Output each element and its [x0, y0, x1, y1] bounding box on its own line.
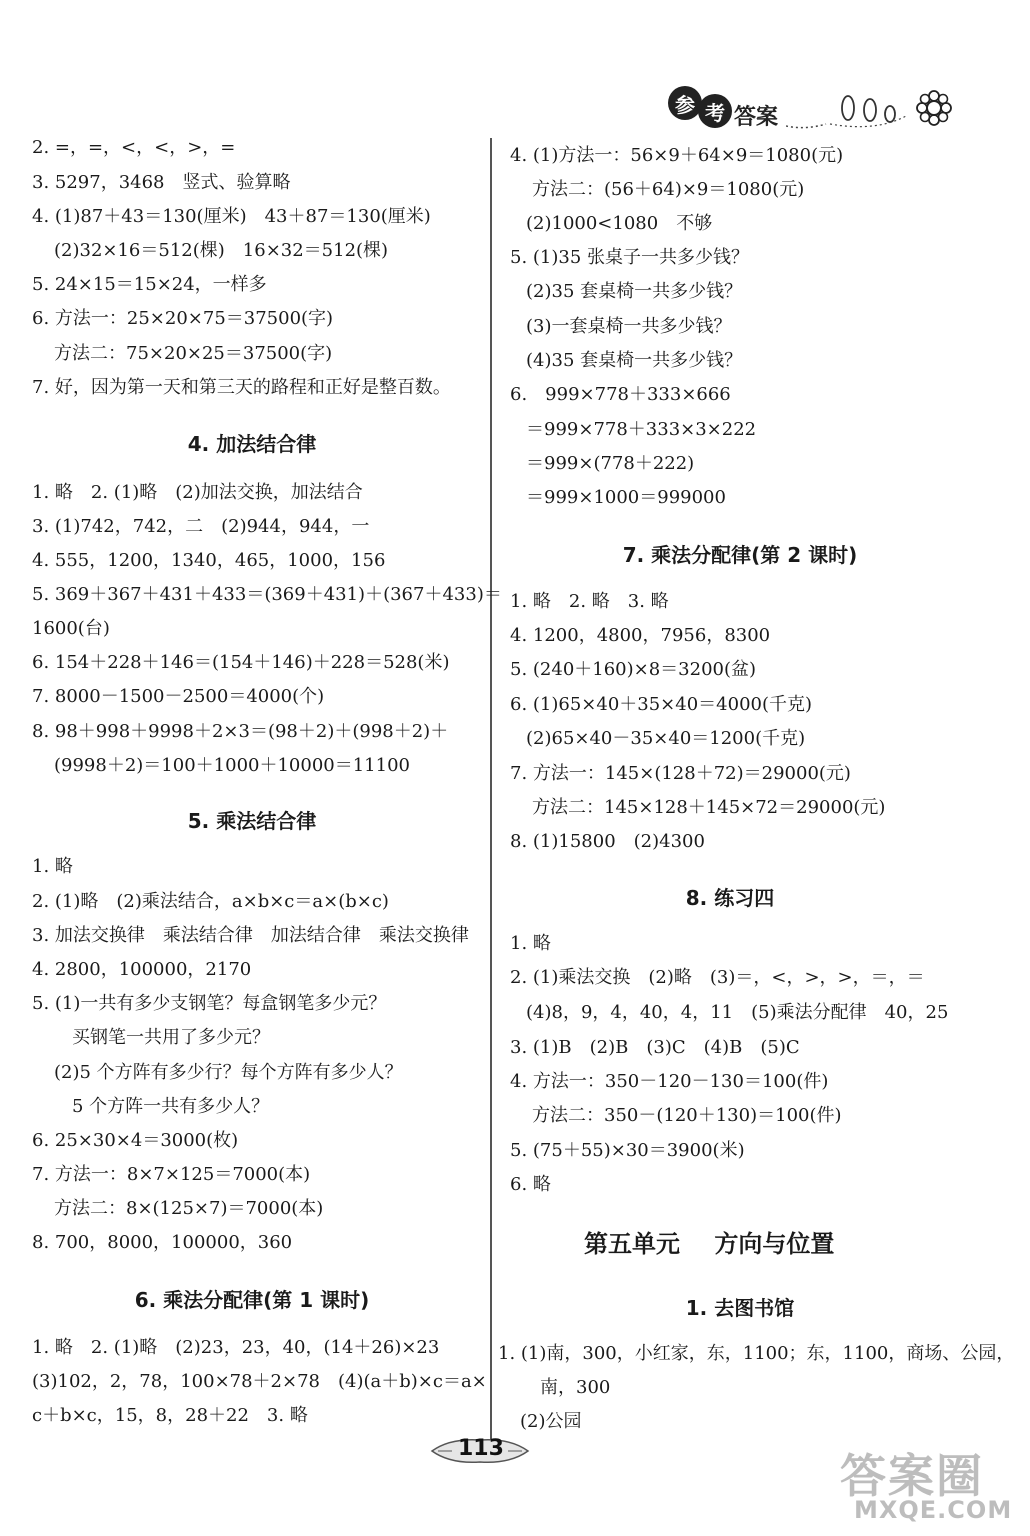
answer-line: 方法二：(56＋64)×9＝1080(元) [532, 179, 805, 200]
answer-line: 8. 98＋998＋9998＋2×3＝(98＋2)＋(998＋2)＋ [32, 721, 449, 742]
answer-line: 买钢笔一共用了多少元？ [72, 1027, 270, 1048]
answer-key-header [668, 82, 958, 134]
watermark-url: MXQE.COM [854, 1496, 1013, 1524]
answer-line: 1. 略 2. 略 3. 略 [510, 591, 669, 612]
answer-line: 方法二：350－(120＋130)＝100(件) [532, 1105, 842, 1126]
answer-line: c＋b×c，15，8，28＋22 3. 略 [32, 1405, 308, 1426]
answer-line: 3. 5297，3468 竖式、验算略 [32, 172, 291, 193]
watermark-logo: 答案圈 [840, 1449, 984, 1503]
answer-line: 2. (1)乘法交换 (2)略 (3)＝，<，>，>，＝，＝ [510, 967, 925, 988]
unit-heading: 第五单元 方向与位置 [584, 1230, 835, 1258]
answer-line: 6. 方法一：25×20×75＝37500(字) [32, 308, 334, 329]
answer-line: 1. 略 2. (1)略 (2)加法交换，加法结合 [32, 482, 363, 503]
answer-line: 4. (1)方法一：56×9＋64×9＝1080(元) [510, 145, 844, 166]
page-footer [430, 1436, 530, 1466]
answer-line: 5. (1)一共有多少支钢笔？每盒钢笔多少元？ [32, 993, 387, 1014]
answer-line: 南，300 [540, 1377, 611, 1398]
answer-line: 方法二：145×128＋145×72＝29000(元) [532, 797, 886, 818]
answer-line: (3)102，2，78，100×78＋2×78 (4)(a＋b)×c＝a× [32, 1371, 487, 1392]
answer-line: 1. 略 2. (1)略 (2)23，23，40，(14＋26)×23 [32, 1337, 440, 1358]
answer-line: 1. 略 [32, 856, 73, 877]
answer-line: 5. 369＋367＋431＋433＝(369＋431)＋(367＋433)＝ [32, 584, 502, 605]
answer-line: 7. 好，因为第一天和第三天的路程和正好是整百数。 [32, 377, 451, 398]
page-number: 113 [458, 1436, 504, 1461]
header-title: 答案 [734, 105, 779, 130]
answer-line: 6. (1)65×40＋35×40＝4000(千克) [510, 694, 813, 715]
answer-line: 7. 方法一：145×(128＋72)＝29000(元) [510, 763, 851, 784]
answer-line: 5. 24×15＝15×24，一样多 [32, 274, 267, 295]
answer-line: 6. 154＋228＋146＝(154＋146)＋228＝528(米) [32, 652, 450, 673]
answer-line: 7. 方法一：8×7×125＝7000(本) [32, 1164, 311, 1185]
answer-line: 4. 555，1200，1340，465，1000，156 [32, 550, 386, 571]
watermark [840, 1440, 1020, 1530]
answer-line: 4. 2800，100000，2170 [32, 959, 252, 980]
answer-line: 1. 略 [510, 933, 551, 954]
answer-line: (4)8，9，4，40，4，11 (5)乘法分配律 40，25 [526, 1002, 949, 1023]
answer-line: ＝999×(778＋222) [526, 453, 695, 474]
answer-line: 5. (75＋55)×30＝3900(米) [510, 1140, 745, 1161]
answer-line: 6. 999×778＋333×666 [510, 384, 731, 405]
answer-line: ＝999×1000＝999000 [526, 487, 726, 508]
answer-line: ＝999×778＋333×3×222 [526, 419, 757, 440]
header-badge-can: 参 [668, 86, 702, 120]
answer-line: (2)1000<1080 不够 [526, 213, 713, 234]
answer-line: (3)一套桌椅一共多少钱？ [526, 316, 732, 337]
answer-line: (2)32×16＝512(棵) 16×32＝512(棵) [54, 240, 389, 261]
answer-line: 3. (1)B (2)B (3)C (4)B (5)C [510, 1037, 800, 1058]
answer-line: 3. (1)742，742，二 (2)944，944，一 [32, 516, 370, 537]
answer-line: 1600(台) [32, 618, 110, 639]
answer-line: 4. 1200，4800，7956，8300 [510, 625, 771, 646]
answer-line: 6. 略 [510, 1174, 551, 1195]
flower-decoration-icon [786, 86, 956, 134]
answer-line: 2. =，=，<，<，>，= [32, 137, 236, 158]
answer-line: 1. (1)南，300，小红家，东，1100；东，1100，商场、公园， [498, 1343, 1015, 1364]
section-heading: 7. 乘法分配律(第 2 课时) [622, 543, 858, 567]
answer-line: (2)公园 [520, 1411, 582, 1432]
answer-line: 4. 方法一：350－120－130＝100(件) [510, 1071, 829, 1092]
section-heading: 5. 乘法结合律 [187, 809, 317, 833]
answer-line: 3. 加法交换律 乘法结合律 加法结合律 乘法交换律 [32, 925, 469, 946]
answer-line: 方法二：75×20×25＝37500(字) [54, 343, 333, 364]
answer-line: (4)35 套桌椅一共多少钱？ [526, 350, 743, 371]
section-heading: 1. 去图书馆 [685, 1296, 795, 1320]
answer-line: (2)35 套桌椅一共多少钱？ [526, 281, 743, 302]
section-heading: 4. 加法结合律 [187, 432, 317, 456]
answer-line: 8. 700，8000，100000，360 [32, 1232, 293, 1253]
answer-line: 6. 25×30×4＝3000(枚) [32, 1130, 239, 1151]
answer-line: 4. (1)87＋43＝130(厘米) 43＋87＝130(厘米) [32, 206, 431, 227]
answer-line: 8. (1)15800 (2)4300 [510, 831, 705, 852]
answer-line: 2. (1)略 (2)乘法结合，a×b×c＝a×(b×c) [32, 891, 389, 912]
answer-line: 5 个方阵一共有多少人？ [72, 1096, 270, 1117]
answer-line: (9998＋2)＝100＋1000＋10000＝11100 [54, 755, 410, 776]
answer-line: 方法二：8×(125×7)＝7000(本) [54, 1198, 324, 1219]
header-badge-kao: 考 [698, 94, 732, 128]
column-divider [490, 138, 492, 1450]
answer-line: (2)5 个方阵有多少行？每个方阵有多少人？ [54, 1062, 403, 1083]
answer-line: 5. (240＋160)×8＝3200(盆) [510, 659, 757, 680]
section-heading: 6. 乘法分配律(第 1 课时) [134, 1288, 370, 1312]
answer-line: 5. (1)35 张桌子一共多少钱？ [510, 247, 750, 268]
answer-line: 7. 8000－1500－2500＝4000(个) [32, 686, 325, 707]
section-heading: 8. 练习四 [685, 886, 775, 910]
answer-line: (2)65×40－35×40＝1200(千克) [526, 728, 806, 749]
